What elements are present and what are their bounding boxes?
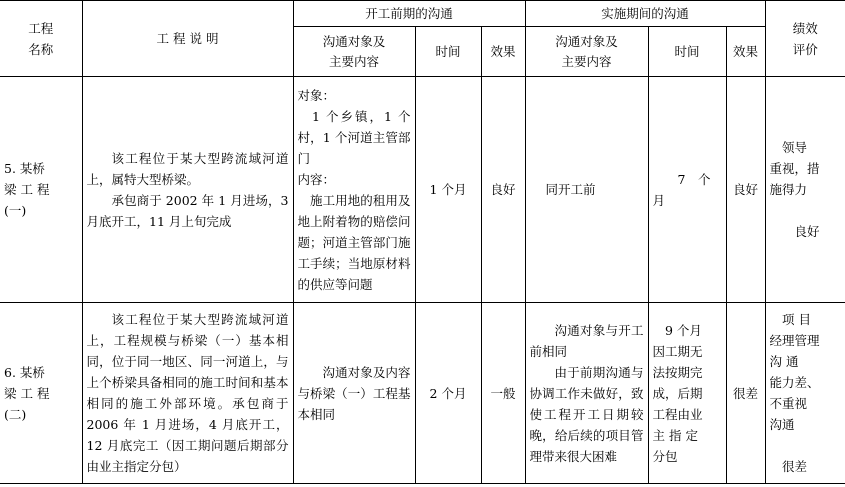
project-name-cell: 5. 某桥 梁 工 程 (一) <box>0 77 82 303</box>
impl-effect-cell: 很差 <box>726 303 765 484</box>
header-impl-target: 沟通对象及 主要内容 <box>525 27 648 77</box>
impl-target-cell: 同开工前 <box>525 77 648 303</box>
description-cell <box>82 77 293 303</box>
header-pre-target: 沟通对象及 主要内容 <box>293 27 415 77</box>
impl-effect-cell: 良好 <box>726 77 765 303</box>
pre-effect-cell: 一般 <box>481 303 525 484</box>
header-performance: 绩效 评价 <box>765 1 845 77</box>
header-pre-time: 时间 <box>415 27 481 77</box>
description-para: 承包商于 2002 年 1 月进场，3 月底开工，11 月上旬完成 <box>86 192 289 229</box>
header-pre-communication: 开工前期的沟通 <box>293 1 525 27</box>
description-para: 该工程位于某大型跨流域河道上，工程规模与桥梁（一）基本相同，位于同一地区、同一河道上，与上个桥梁具备相同的施工时间和基本相同的施工外部环境。承包商于 2006 年 1 月进场，4 月底开工，12 月底完工（因工期问题后期部分由业主指定分包） <box>86 312 289 474</box>
pre-time-cell: 2 个月 <box>415 303 481 484</box>
impl-target-cell <box>525 303 648 484</box>
description-para: 该工程位于某大型跨流域河道上，属特大型桥梁。 <box>86 150 289 187</box>
description-cell <box>82 303 293 484</box>
header-pre-effect: 效果 <box>481 27 525 77</box>
pre-target-cell <box>293 303 415 484</box>
header-impl-time: 时间 <box>648 27 726 77</box>
header-project-name: 工程 名称 <box>0 1 82 77</box>
pre-time-cell: 1 个月 <box>415 77 481 303</box>
impl-time-cell: 9 个月 因工期无 法按期完 成，后期 工程由业 主 指 定 分包 <box>648 303 726 484</box>
project-name-cell: 6. 某桥 梁 工 程 (二) <box>0 303 82 484</box>
performance-cell: 项 目 经理管理 沟 通 能力差、 不重视 沟通 很差 <box>765 303 845 484</box>
impl-target-para: 由于前期沟通与协调工作未做好，致使工程开工日期较晚，给后续的项目管理带来很大困难 <box>529 364 644 464</box>
pre-effect-cell: 良好 <box>481 77 525 303</box>
table-row <box>0 77 845 303</box>
header-impl-effect: 效果 <box>726 27 765 77</box>
pre-target-cell: 对象： 1 个乡镇，1 个村，1 个河道主管部门 内容： 施工用地的租用及地上附着物的赔偿问题；河道主管部门施工手续；当地原材料的供应等问题 <box>293 77 415 303</box>
table-row <box>0 303 845 484</box>
header-row-1 <box>0 1 845 27</box>
pre-target-text: 沟通对象及内容与桥梁（一）工程基本相同 <box>297 364 411 422</box>
impl-target-para: 沟通对象与开工前相同 <box>529 322 644 359</box>
header-impl-communication: 实施期间的沟通 <box>525 1 765 27</box>
impl-time-cell: 7 个 月 <box>648 77 726 303</box>
performance-cell: 领导 重视，措 施得力 良好 <box>765 77 845 303</box>
header-description: 工 程 说 明 <box>82 1 293 77</box>
